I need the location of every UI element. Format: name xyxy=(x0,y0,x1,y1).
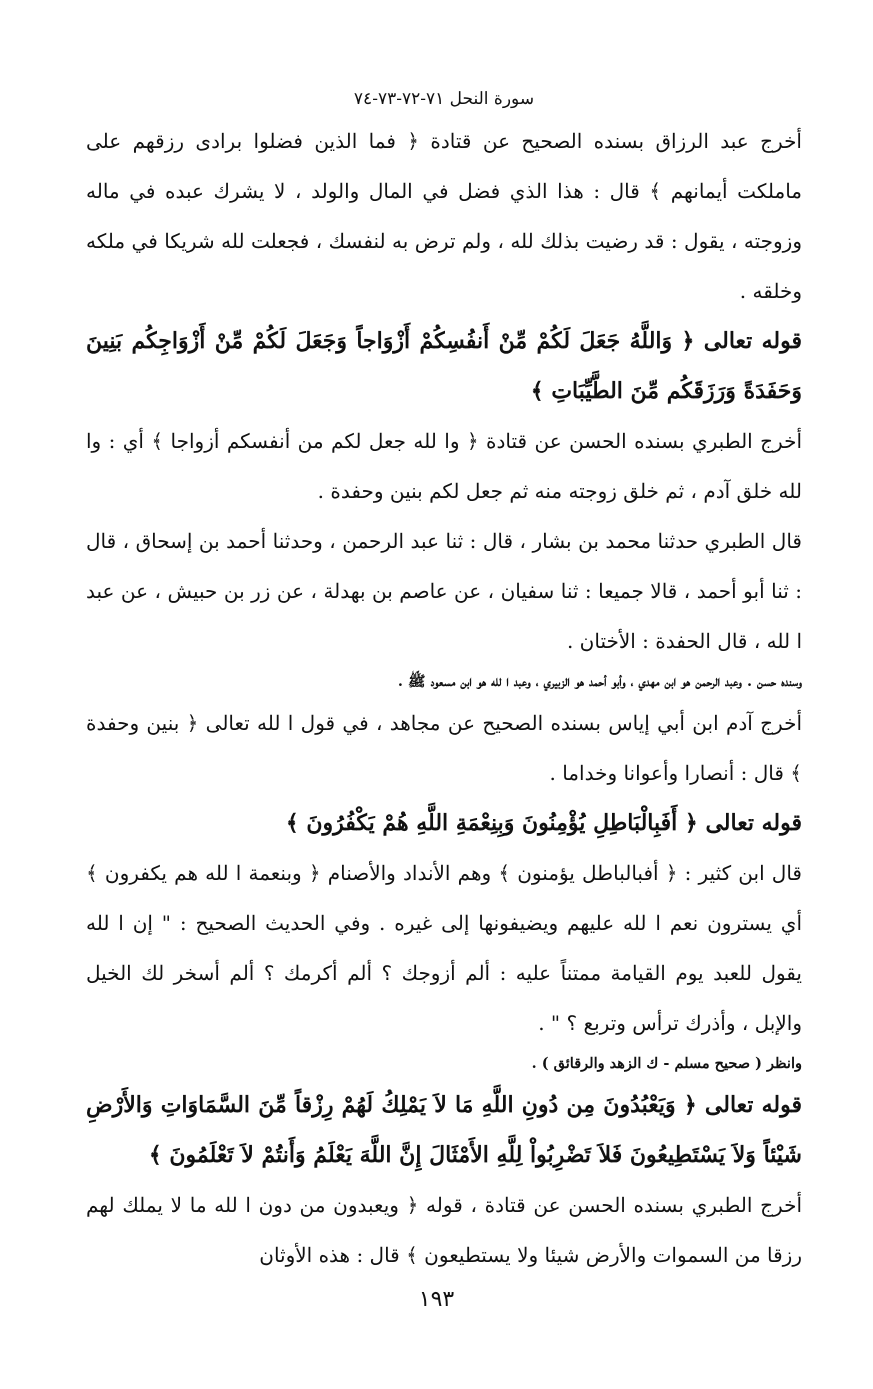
page-number: ١٩٣ xyxy=(418,1287,455,1312)
paragraph-tabari-1: أخرج الطبري بسنده الحسن عن قتادة ﴿ وا لله جعل لكم من أنفسكم أزواجا ﴾ أي : وا لله خلق آدم ، ثم خلق زوجته منه ثم جعل لكم بنين وحفدة . xyxy=(86,429,802,503)
paragraph-isnad: قال الطبري حدثنا محمد بن بشار ، قال : ثنا عبد الرحمن ، وحدثنا أحمد بن إسحاق ، قال : ثنا أبو أحمد ، قالا جميعا : ثنا سفيان ، عن عاصم بن بهدلة ، عن زر بن حبيش ، عن عبد ا لله ، قال الحفدة : الأختان . xyxy=(86,529,802,653)
text-block xyxy=(86,116,802,1280)
verse-heading-73-74: قوله تعالى ﴿ وَيَعْبُدُونَ مِن دُونِ اللَّهِ مَا لاَ يَمْلِكُ لَهُمْ رِزْقاً مِّنَ السَّمَاوَاتِ وَالأَرْضِ شَيْئاً وَلاَ يَسْتَطِيعُونَ فَلاَ تَضْرِبُواْ لِلَّهِ الأَمْثَالَ إِنَّ اللَّهَ يَعْلَمُ وَأَنتُمْ لاَ تَعْلَمُونَ ﴾ xyxy=(86,1092,802,1168)
verse-heading-72b: قوله تعالى ﴿ أَفَبِالْبَاطِلِ يُؤْمِنُونَ وَبِنِعْمَةِ اللَّهِ هُمْ يَكْفُرُونَ ﴾ xyxy=(285,810,802,836)
page-body xyxy=(86,84,802,1280)
paragraph-qatada-1: أخرج عبد الرزاق بسنده الصحيح عن قتادة ﴿ فما الذين فضلوا برادى رزقهم على ماملكت أيمانهم ﴾ قال : هذا الذي فضل في المال والولد ، لا يشرك عبده في ماله وزوجته ، يقول : قد رضيت بذلك لله ، ولم ترض به لنفسك ، فجعلت لله شريكا في ملكه وخلقه . xyxy=(86,129,802,303)
verse-heading-72: قوله تعالى ﴿ وَاللَّهُ جَعَلَ لَكُمْ مِّنْ أَنفُسِكُمْ أَزْوَاجاً وَجَعَلَ لَكُمْ مِّنْ أَزْوَاجِكُم بَنِينَ وَحَفَدَةً وَرَزَقَكُم مِّنَ الطَّيِّبَاتِ ﴾ xyxy=(86,328,802,404)
paragraph-tabari-2: أخرج الطبري بسنده الحسن عن قتادة ، قوله ﴿ ويعبدون من دون ا لله ما لا يملك لهم رزقا من السموات والأرض شيئا ولا يستطيعون ﴾ قال : هذه الأوثان xyxy=(86,1193,802,1267)
isnad-note: وسنده حسن . وعبد الرحمن هو ابن مهدي ، وأبو أحمد هو الزبيري ، وعبد ا لله هو ابن مسعود ﷺ . xyxy=(397,673,802,690)
paragraph-mujahid: أخرج آدم ابن أبي إياس بسنده الصحيح عن مجاهد ، في قول ا لله تعالى ﴿ بنين وحفدة ﴾ قال : أنصارا وأعوانا وخداما . xyxy=(86,711,802,785)
running-header: سورة النحل ٧١-٧٢-٧٣-٧٤ xyxy=(353,89,535,109)
paragraph-ibn-kathir: قال ابن كثير : ﴿ أفبالباطل يؤمنون ﴾ وهم الأنداد والأصنام ﴿ وبنعمة ا لله هم يكفرون ﴾ أي يسترون نعم ا لله عليهم ويضيفونها إلى غيره . وفي الحديث الصحيح : " إن ا لله يقول للعبد يوم القيامة ممتناً عليه : ألم أزوجك ؟ ألم أكرمك ؟ ألم أسخر لك الخيل والإبل ، وأذرك ترأس وتربع ؟ " . xyxy=(86,861,802,1035)
reference-note: وانظر ( صحيح مسلم - ك الزهد والرقائق ) . xyxy=(531,1055,802,1072)
